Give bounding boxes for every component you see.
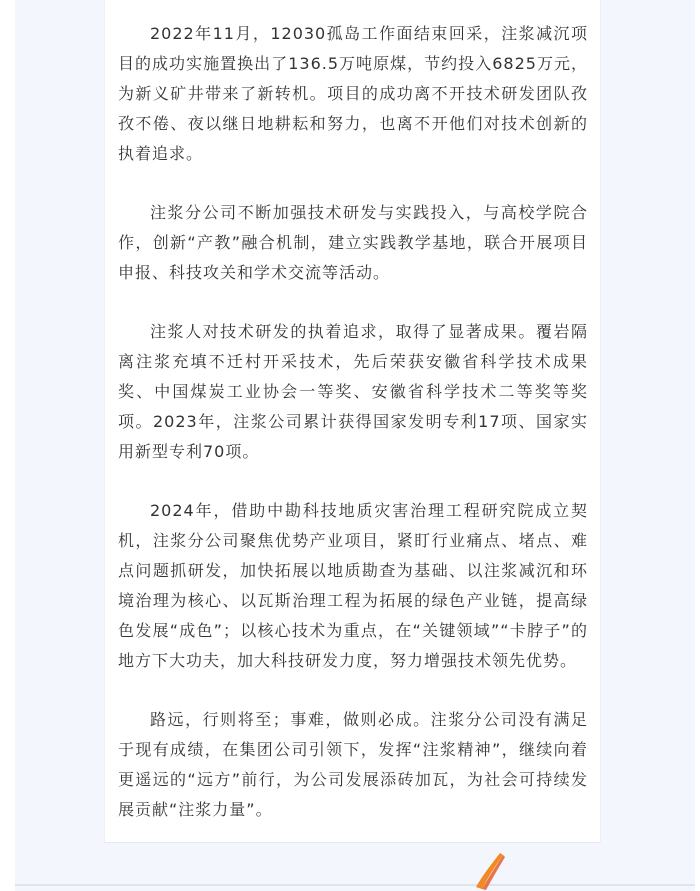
bottom-divider [15,884,695,886]
article-paragraph-3: 注浆人对技术研发的执着追求，取得了显著成果。覆岩隔离注浆充填不迁村开采技术，先后荣获安徽省科学技术成果奖、中国煤炭工业协会一等奖、安徽省科学技术二等奖等奖项。2023年，注浆公司累计获得国家发明专利17项、国家实用新型专利70项。 [118,322,588,461]
brush-stroke-icon [470,851,510,891]
article-body [118,19,588,854]
article-paragraph-2: 注浆分公司不断加强技术研发与实践投入，与高校学院合作，创新“产教”融合机制，建立实践教学基地，联合开展项目申报、科技攻关和学术交流等活动。 [118,203,588,282]
article-paragraph-5: 路远，行则将至；事难，做则必成。注浆分公司没有满足于现有成绩，在集团公司引领下，发挥“注浆精神”，继续向着更遥远的“远方”前行，为公司发展添砖加瓦，为社会可持续发展贡献“注浆力量”。 [118,710,588,819]
article-paragraph-1: 2022年11月，12030孤岛工作面结束回采，注浆减沉项目的成功实施置换出了136.5万吨原煤，节约投入6825万元，为新义矿井带来了新转机。项目的成功离不开技术研发团队孜孜不倦、夜以继日地耕耘和努力，也离不开他们对技术创新的执着追求。 [118,24,588,163]
article-paragraph-4: 2024年，借助中勘科技地质灾害治理工程研究院成立契机，注浆分公司聚焦优势产业项目，紧盯行业痛点、堵点、难点问题抓研发，加快拓展以地质勘查为基础、以注浆减沉和环境治理为核心、以瓦斯治理工程为拓展的绿色产业链，提高绿色发展“成色”；以核心技术为重点，在“关键领域”“卡脖子”的地方下大功夫，加大科技研发力度，努力增强技术领先优势。 [118,501,588,670]
